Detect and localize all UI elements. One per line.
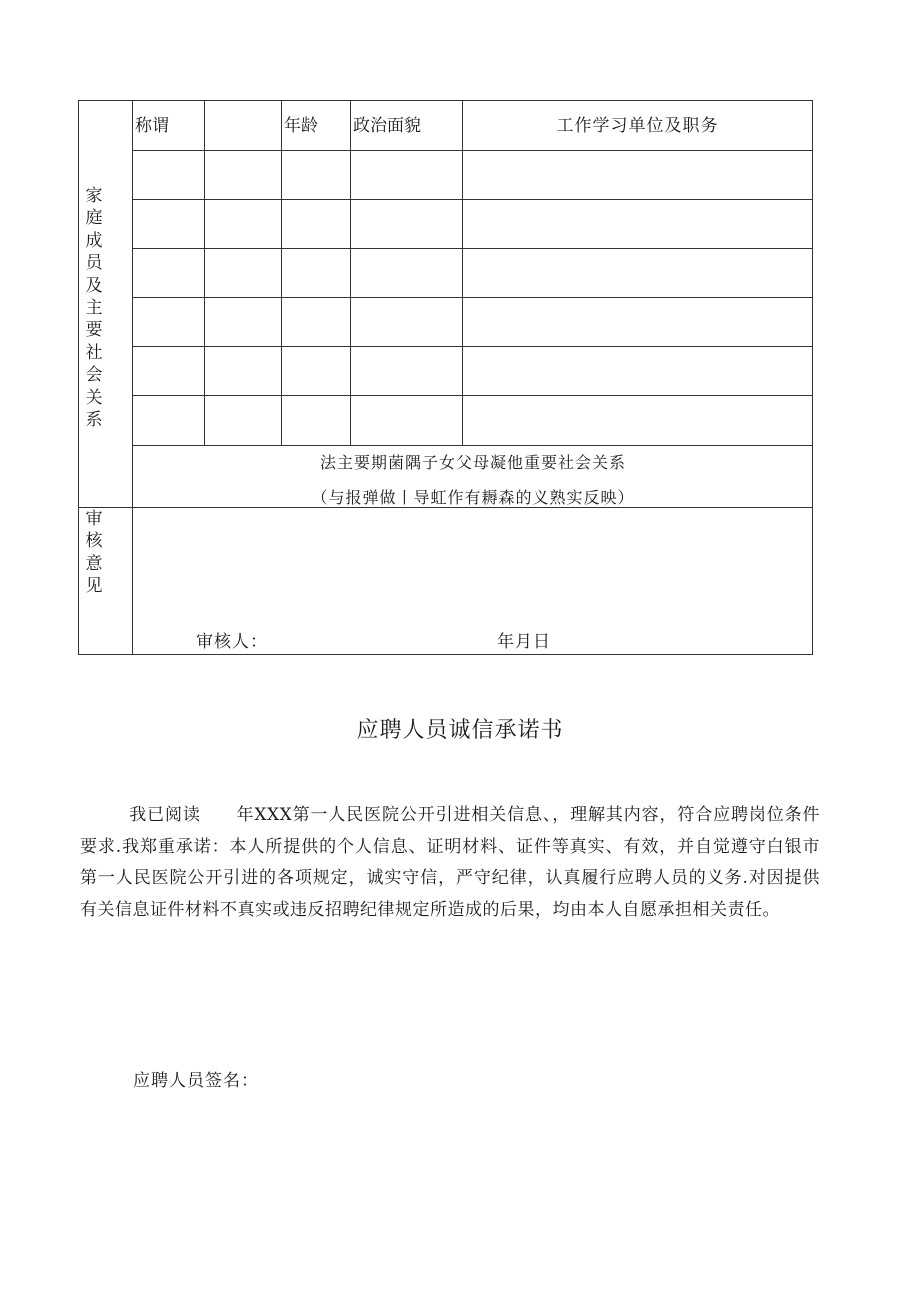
table-cell[interactable] (205, 298, 281, 346)
table-cell[interactable] (205, 347, 281, 395)
table-cell[interactable] (205, 396, 281, 445)
column-header-title: 称谓 (135, 116, 169, 136)
family-section-label: 家庭成员及主要社会关系 (85, 186, 103, 431)
table-cell[interactable] (351, 347, 462, 395)
family-note-line-2: （与报弹做丨导虹作有耨森的义熟实反映） (311, 488, 635, 507)
table-cell[interactable] (351, 396, 462, 445)
table-cell[interactable] (463, 396, 812, 445)
table-cell[interactable] (351, 200, 462, 248)
table-cell[interactable] (463, 347, 812, 395)
table-cell[interactable] (133, 151, 204, 199)
family-note-line-1: 法主要期菌隅子女父母凝他重要社会关系 (319, 453, 626, 472)
table-cell[interactable] (463, 298, 812, 346)
table-top-border (78, 100, 813, 101)
table-cell[interactable] (205, 200, 281, 248)
table-right-border (812, 100, 813, 655)
table-cell[interactable] (463, 249, 812, 297)
table-cell[interactable] (351, 298, 462, 346)
column-header-age: 年龄 (284, 116, 318, 136)
table-cell[interactable] (282, 347, 350, 395)
table-cell[interactable] (282, 200, 350, 248)
column-header-political-status: 政治面貌 (353, 116, 421, 136)
table-cell[interactable] (282, 298, 350, 346)
table-bottom-border (78, 654, 813, 655)
signature-field[interactable] (270, 1062, 570, 1092)
table-cell[interactable] (463, 151, 812, 199)
table-cell[interactable] (282, 396, 350, 445)
table-cell[interactable] (463, 200, 812, 248)
review-opinion-area[interactable] (133, 508, 812, 626)
table-cell[interactable] (133, 200, 204, 248)
grid-line (132, 445, 813, 446)
table-cell[interactable] (133, 298, 204, 346)
table-left-border (78, 100, 79, 655)
table-cell[interactable] (351, 151, 462, 199)
column-header-work-unit: 工作学习单位及职务 (556, 116, 719, 136)
table-cell[interactable] (205, 249, 281, 297)
table-cell[interactable] (133, 347, 204, 395)
reviewer-label: 审核人： (196, 632, 268, 652)
table-cell[interactable] (133, 249, 204, 297)
table-cell[interactable] (282, 249, 350, 297)
signature-label: 应聘人员签名： (133, 1071, 259, 1091)
table-cell[interactable] (205, 151, 281, 199)
table-cell[interactable] (282, 151, 350, 199)
review-date-label: 年月日 (497, 632, 551, 652)
table-cell[interactable] (133, 396, 204, 445)
pledge-title: 应聘人员诚信承诺书 (356, 718, 564, 743)
pledge-body: 我已阅读 年XXX第一人民医院公开引进相关信息、，理解其内容，符合应聘岗位条件要求.我郑重承诺：本人所提供的个人信息、证明材料、证件等真实、有效，并自觉遵守白银市第一人民医院公开引进的各项规定，诚实守信，严守纪律，认真履行应聘人员的义务.对因提供有关信息证件材料不真实或违反招聘纪律规定所造成的后果，均由本人自愿承担相关责任。 (80, 805, 820, 920)
review-section-label: 审核意见 (85, 509, 103, 597)
table-cell[interactable] (351, 249, 462, 297)
